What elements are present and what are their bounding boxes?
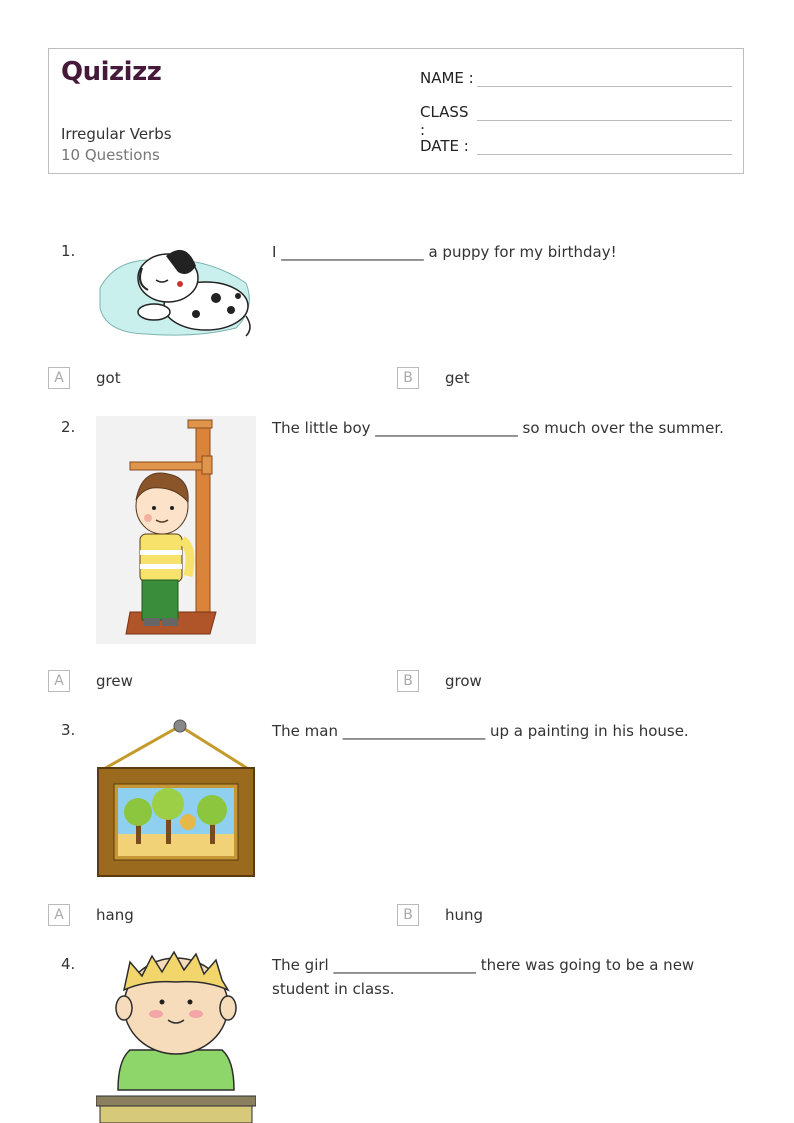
option-box-b[interactable]: B (397, 367, 419, 389)
option-box-b[interactable]: B (397, 670, 419, 692)
option-box-a[interactable]: A (48, 670, 70, 692)
worksheet-header (48, 48, 744, 174)
option-text: hung (445, 906, 484, 924)
class-label: CLASS : (420, 103, 469, 139)
question-number: 4. (61, 955, 76, 973)
option-box-a[interactable]: A (48, 904, 70, 926)
name-line (477, 86, 732, 87)
question-text: The girl ___________________ there was going to be a new student in class. (272, 956, 695, 998)
class-line (477, 120, 732, 121)
name-field[interactable] (420, 69, 476, 87)
option-text: get (445, 369, 470, 387)
hanging-painting-image (96, 718, 256, 880)
worksheet-title: Irregular Verbs (61, 125, 172, 143)
question-number: 3. (61, 721, 76, 739)
quizizz-logo: Quizizz (61, 57, 162, 87)
option-text: got (96, 369, 121, 387)
option-text: grow (445, 672, 482, 690)
question-number: 1. (61, 242, 76, 260)
option-text: grew (96, 672, 133, 690)
class-field[interactable] (420, 103, 476, 139)
name-label: NAME : (420, 69, 474, 87)
boy-height-measure-image (96, 416, 256, 644)
blond-kid-at-desk-image (96, 950, 256, 1123)
question-text: The man ___________________ up a painting in his house. (272, 722, 689, 740)
question-text: The little boy ___________________ so much over the summer. (272, 419, 724, 437)
option-box-b[interactable]: B (397, 904, 419, 926)
question-count: 10 Questions (61, 146, 160, 164)
date-label: DATE : (420, 137, 469, 155)
date-field[interactable] (420, 137, 476, 155)
option-text: hang (96, 906, 134, 924)
question-text: I ___________________ a puppy for my birthday! (272, 243, 617, 261)
date-line (477, 154, 732, 155)
sleeping-dalmatian-puppy-image (96, 238, 256, 343)
question-number: 2. (61, 418, 76, 436)
option-box-a[interactable]: A (48, 367, 70, 389)
